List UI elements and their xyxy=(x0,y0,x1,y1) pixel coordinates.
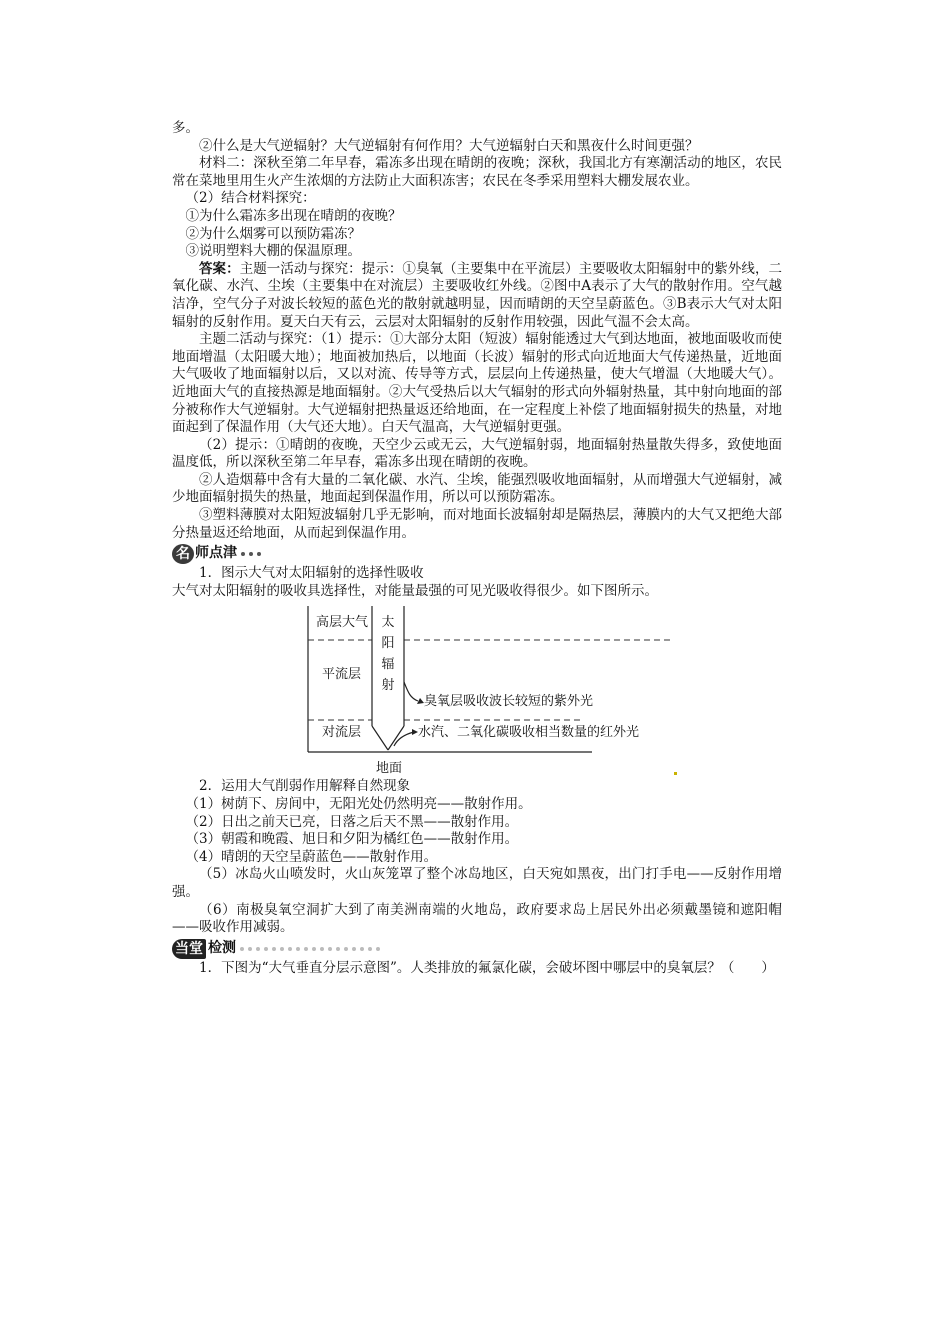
tip-2-item-2: （2）日出之前天已亮，日落之后天不黑——散射作用。 xyxy=(185,813,519,830)
answer-text-1: 主题一活动与探究：提示：①臭氧（主要集中在平流层）主要吸收太阳辐射中的紫外线，二氧化碳、水汽、尘埃（主要集中在对流层）主要吸收红外线。②图中A表示了大气的散射作用。空气越洁净，空气分子对波长较短的蓝色光的散射就越明显，因而晴朗的天空呈蔚蓝色。③B表示大气对太阳辐射的反射作用。夏天白天有云，云层对太阳辐射的反射作用较强，因此气温不会太高。 xyxy=(172,260,783,330)
ozone-absorption-note: 臭氧层吸收波长较短的紫外光 xyxy=(424,694,594,710)
atmosphere-absorption-figure xyxy=(172,600,782,778)
beam-label: 太阳辐射 xyxy=(381,615,395,694)
banner-dots xyxy=(241,552,261,556)
banner-badge-circle: 名 xyxy=(172,544,194,564)
tip-2-item-4: （4）晴朗的天空呈蔚蓝色——散射作用。 xyxy=(185,848,438,865)
tip-2-item-1: （1）树荫下、房间中，无阳光处仍然明亮——散射作用。 xyxy=(185,796,532,813)
answer-paragraph-2: 主题二活动与探究：（1）提示：①大部分太阳（短波）辐射能透过大气到达地面，被地面吸收而使地面增温（太阳暖大地）；地面被加热后，以地面（长波）辐射的形式向近地面大气传递热量，近地面大气吸收了地面辐射以后，又以对流、传导等方式，层层向上传递热量，使大气增温（大地暖大气）。近地面大气的直接热源是地面辐射。②大气受热后以大气辐射的形式向外辐射热量，其中射向地面的部分被称作大气逆辐射。大气逆辐射把热量返还给地面，在一定程度上补偿了地面辐射损失的热量，对地面起到了保温作用（大气还大地）。白天气温高，大气逆辐射更强。 xyxy=(172,331,782,436)
section-banner-check xyxy=(172,938,782,960)
banner-badge xyxy=(172,544,237,564)
tip-1-title: 1．图示大气对太阳辐射的选择性吸收 xyxy=(199,565,424,582)
task-item-1: ①为什么霜冻多出现在晴朗的夜晚？ xyxy=(185,207,402,224)
water-co2-absorption-note: 水汽、二氧化碳吸收相当数量的红外光 xyxy=(418,725,640,741)
figure-drawing xyxy=(172,600,782,778)
question-2: ②什么是大气逆辐射？大气逆辐射有何作用？大气逆辐射白天和黑夜什么时间更强？ xyxy=(199,137,699,154)
banner-check-text: 检测 xyxy=(208,939,236,956)
banner-check-dots xyxy=(240,947,380,951)
layer-label-upper: 高层大气 xyxy=(316,615,369,631)
layer-label-troposphere: 对流层 xyxy=(322,725,362,741)
answer-label: 答案： xyxy=(199,260,240,277)
document-page xyxy=(172,120,782,977)
tip-2-title: 2．运用大气削弱作用解释自然现象 xyxy=(199,778,411,795)
paragraph-continuation: 多。 xyxy=(172,120,199,136)
tip-2-item-3: （3）朝霞和晚霞、旭日和夕阳为橘红色——散射作用。 xyxy=(185,831,519,848)
answer-paragraph-1 xyxy=(172,261,782,331)
answer-paragraph-3: （2）提示：①晴朗的夜晚，天空少云或无云，大气逆辐射弱，地面辐射热量散失得多，致使地面温度低，所以深秋至第二年早春，霜冻多出现在晴朗的夜晚。 xyxy=(172,436,782,471)
answer-paragraph-4: ②人造烟幕中含有大量的二氧化碳、水汽、尘埃，能强烈吸收地面辐射，从而增强大气逆辐射，减少地面辐射损失的热量，地面起到保温作用，所以可以预防霜冻。 xyxy=(172,471,782,506)
tip-2-item-5: （5）冰岛火山喷发时，火山灰笼罩了整个冰岛地区，白天宛如黑夜，出门打手电——反射作用增强。 xyxy=(172,866,782,900)
section-banner-tips xyxy=(172,543,782,565)
question-1: 1．下图为“大气垂直分层示意图”。人类排放的氟氯化碳，会破坏图中哪层中的臭氧层？（ ） xyxy=(199,959,775,976)
task-item-3: ③说明塑料大棚的保温原理。 xyxy=(185,243,361,260)
banner-badge-text: 师点津 xyxy=(195,545,237,562)
layer-label-stratosphere: 平流层 xyxy=(322,667,362,683)
stray-mark xyxy=(674,772,677,775)
banner-check-block: 当堂 xyxy=(172,939,206,959)
material-two: 材料二：深秋至第二年早春，霜冻多出现在晴朗的夜晚；深秋，我国北方有寒潮活动的地区，农民常在菜地里用生火产生浓烟的方法防止大面积冻害；农民在冬季采用塑料大棚发展农业。 xyxy=(172,155,782,189)
ground-label: 地面 xyxy=(376,761,403,777)
task-heading: （2）结合材料探究： xyxy=(185,190,316,207)
task-item-2: ②为什么烟雾可以预防霜冻？ xyxy=(185,225,361,242)
tip-1-text: 大气对太阳辐射的吸收具选择性，对能量最强的可见光吸收得很少。如下图所示。 xyxy=(172,582,658,599)
banner-check-badge xyxy=(172,939,236,959)
tip-2-item-6: （6）南极臭氧空洞扩大到了南美洲南端的火地岛，政府要求岛上居民外出必须戴墨镜和遮阳帽——吸收作用减弱。 xyxy=(172,901,782,936)
answer-paragraph-5: ③塑料薄膜对太阳短波辐射几乎无影响，而对地面长波辐射却是隔热层，薄膜内的大气又把绝大部分热量返还给地面，从而起到保温作用。 xyxy=(172,507,782,541)
